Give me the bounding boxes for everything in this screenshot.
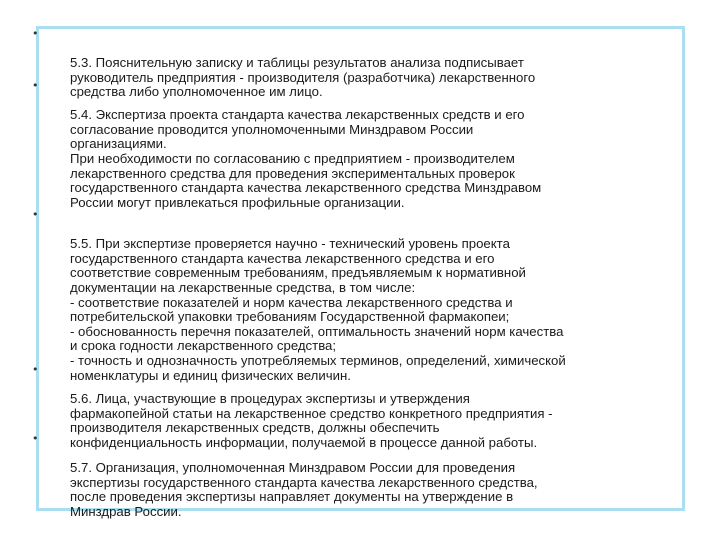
bullet-icon: • <box>32 27 39 40</box>
bullet-icon: • <box>32 432 39 445</box>
bullet-icon: • <box>32 79 39 92</box>
item-text: 5.5. При экспертизе проверяется научно - технический уровень проекта государственного стандарта качества лекарственного средства и его соответствие современным требованиям, предъявляемым к нормативной документации на лекарственные средства, в том числе: - соответствие показателей и норм качества лекарственного средства и потребительской упаковки требованиям Государственной фармакопеи; - обоснованность перечня показателей, оптимальность значений норм качества и срока годности лекарственного средства; - точность и однозначность употребляемых терминов, определений, химической номенклатуры и единиц физических величин. <box>70 236 566 383</box>
list-item <box>32 208 682 383</box>
bullet-icon: • <box>32 208 39 221</box>
list-item <box>32 432 682 520</box>
item-text: 5.4. Экспертиза проекта стандарта качества лекарственных средств и его согласование проводится уполномоченными Минздравом России организациями. При необходимости по согласованию с предприятием - производителем лекарственного средства для проведения экспериментальных проверок государственного стандарта качества лекарственного средства Минздравом России могут привлекаться профильные организации. <box>70 107 542 210</box>
item-text: 5.6. Лица, участвующие в процедурах экспертизы и утверждения фармакопейной статьи на лекарственное средство конкретного предприятия - производителя лекарственных средств, должны обеспечить конфиденциальность информации, получаемой в процессе данной работы. <box>70 391 553 450</box>
bullet-icon: • <box>32 363 39 376</box>
list-item <box>32 79 682 210</box>
item-text: 5.3. Пояснительную записку и таблицы результатов анализа подписывает руководитель предприятия - производителя (разработчика) лекарственного средства либо уполномоченное им лицо. <box>70 55 536 100</box>
item-text: 5.7. Организация, уполномоченная Минздравом России для проведения экспертизы государственного стандарта качества лекарственного средства, после проведения экспертизы направляет документы на утверждение в Минздрав России. <box>70 460 538 519</box>
